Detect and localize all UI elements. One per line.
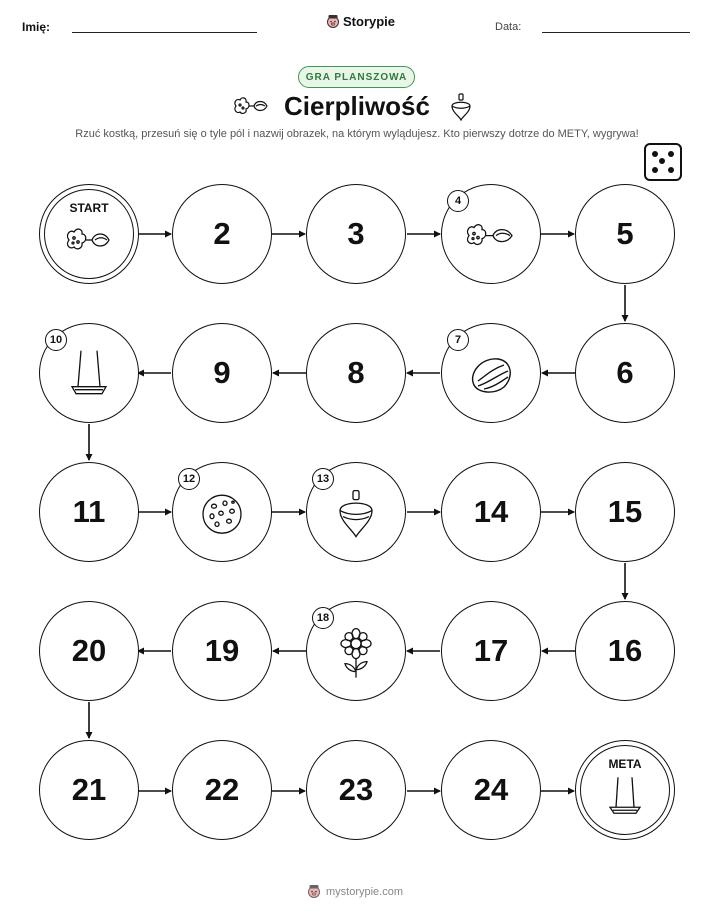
board-cell [441,740,541,840]
cell-number: 19 [204,633,240,668]
board-cell [39,462,139,562]
cell-number: 24 [473,772,509,807]
board-cell [306,740,406,840]
start-label: START [69,201,109,215]
flower-bud-icon [464,220,518,252]
board-cell-picture [172,462,272,562]
board-cell [441,462,541,562]
name-label: Imię: [22,20,51,34]
game-type-badge: GRA PLANSZOWA [298,66,415,88]
board-cell [39,601,139,701]
cell-number-badge: 13 [312,468,334,490]
cell-number: 16 [607,633,643,668]
cell-number: 6 [616,355,634,390]
spinning-top-icon [335,489,377,541]
flower-bud-icon [64,225,114,255]
swing-icon [608,775,642,821]
instructions: Rzuć kostką, przesuń się o tyle pól i nazwij obrazek, na którym wylądujesz. Kto pierwszy dotrze do METY, wygrywa! [75,128,639,140]
board-cell [306,323,406,423]
cell-number: 2 [213,216,231,251]
board-cell [172,323,272,423]
board-cell-picture [39,323,139,423]
board-cell [575,462,675,562]
flower-icon [336,628,376,680]
pig-mascot-icon [307,884,321,899]
cookie-icon [200,492,244,536]
board-cell [172,740,272,840]
brand-name: Storypie [343,14,396,29]
footer [307,884,403,899]
board-cell-picture [441,323,541,423]
board-cell [575,601,675,701]
cell-number: 3 [347,216,365,251]
cell-number-badge: 10 [45,329,67,351]
board-cell [575,184,675,284]
cell-number: 20 [71,633,107,668]
board-cell [172,601,272,701]
cell-number: 22 [204,772,240,807]
cell-number: 21 [71,772,107,807]
board-cell [306,184,406,284]
board-cell-picture [306,601,406,701]
footer-url[interactable]: mystorypie.com [326,885,404,898]
board-cell-start [39,184,139,284]
cell-number: 9 [213,355,231,390]
bean-icon [468,355,514,395]
swing-icon [69,349,109,403]
cell-number: 11 [72,494,106,529]
cell-number: 17 [473,633,509,668]
cell-number: 14 [473,494,509,529]
board-cell-picture [306,462,406,562]
cell-number-badge: 7 [447,329,469,351]
board-cell [39,740,139,840]
cell-number: 5 [616,216,634,251]
cell-number: 23 [338,772,374,807]
page-title: Cierpliwość [284,91,430,121]
cell-number-badge: 18 [312,607,334,629]
cell-number: 15 [607,494,643,529]
date-label: Data: [495,21,522,33]
board-cell-picture [441,184,541,284]
cell-number-badge: 12 [178,468,200,490]
board-cell [172,184,272,284]
finish-label: META [608,757,642,771]
cell-number: 8 [347,355,365,390]
cell-number-badge: 4 [447,190,469,212]
board-cell [441,601,541,701]
board-cell [575,323,675,423]
board-cell-finish [575,740,675,840]
